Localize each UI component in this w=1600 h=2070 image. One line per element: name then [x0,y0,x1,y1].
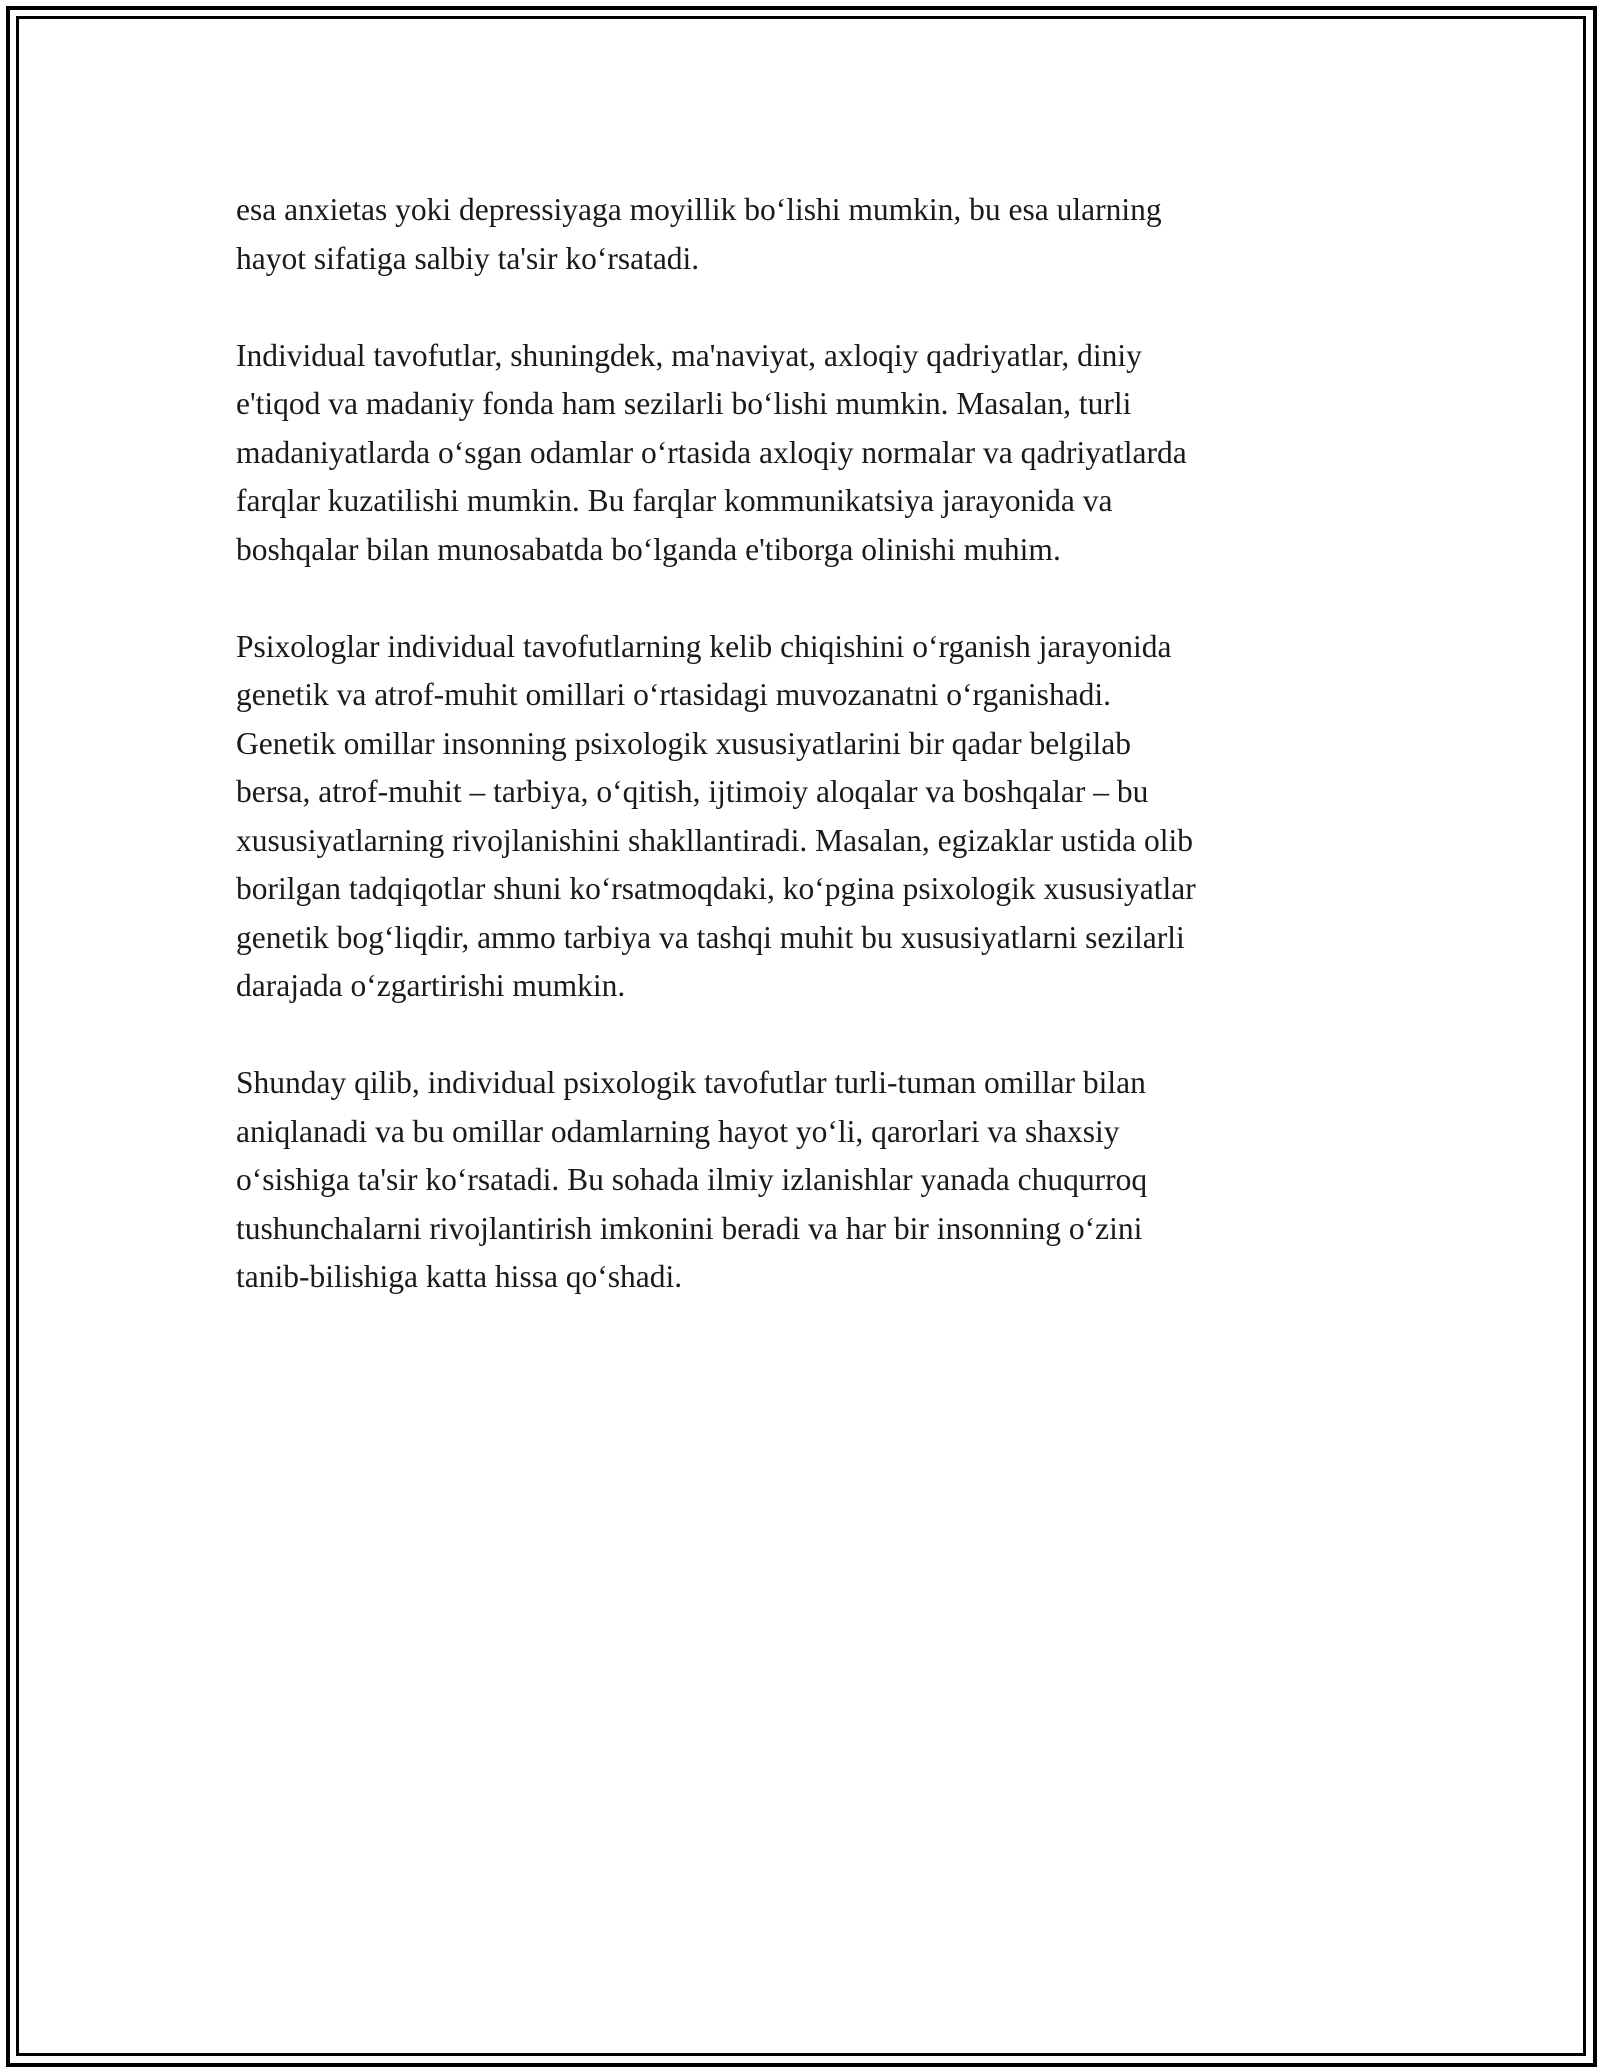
text-line: esa anxietas yoki depressiyaga moyillik bo‘lishi mumkin, bu esa ularning [236,192,1162,227]
text-line: Individual tavofutlar, shuningdek, ma'naviyat, axloqiy qadriyatlar, diniy [236,337,1142,373]
text-line: xususiyatlarning rivojlanishini shakllantiradi. Masalan, egizaklar ustida olib [236,822,1194,858]
text-line: tushunchalarni rivojlantirish imkonini beradi va har bir insonning o‘zini [236,1210,1143,1246]
document-body [236,186,1366,1350]
text-line: darajada o‘zgartirishi mumkin. [236,968,626,1003]
text-line: bersa, atrof-muhit – tarbiya, o‘qitish, ijtimoiy aloqalar va boshqalar – bu [236,774,1149,809]
text-line: madaniyatlarda o‘sgan odamlar o‘rtasida axloqiy normalar va qadriyatlarda [236,434,1187,470]
text-line: Genetik omillar insonning psixologik xususiyatlarini bir qadar belgilab [236,725,1131,761]
text-line: tanib-bilishiga katta hissa qo‘shadi. [236,1259,683,1294]
text-line: boshqalar bilan munosabatda bo‘lganda e'tiborga olinishi muhim. [236,531,1061,567]
text-line: genetik va atrof-muhit omillari o‘rtasidagi muvozanatni o‘rganishadi. [236,677,1112,712]
text-line: farqlar kuzatilishi mumkin. Bu farqlar kommunikatsiya jarayonida va [236,483,1113,518]
text-line: genetik bog‘liqdir, ammo tarbiya va tashqi muhit bu xususiyatlarni sezilarli [236,919,1185,955]
text-line: o‘sishiga ta'sir ko‘rsatadi. Bu sohada ilmiy izlanishlar yanada chuqurroq [236,1162,1148,1197]
paragraph-3 [236,623,1366,1011]
paragraph-1 [236,186,1366,283]
text-line: aniqlanadi va bu omillar odamlarning hayot yo‘li, qarorlari va shaxsiy [236,1113,1120,1149]
text-line: Shunday qilib, individual psixologik tavofutlar turli-tuman omillar bilan [236,1065,1146,1100]
text-line: e'tiqod va madaniy fonda ham sezilarli bo‘lishi mumkin. Masalan, turli [236,386,1132,421]
paragraph-4 [236,1059,1366,1302]
paragraph-2 [236,332,1366,575]
text-line: borilgan tadqiqotlar shuni ko‘rsatmoqdaki, ko‘pgina psixologik xususiyatlar [236,871,1196,906]
text-line: hayot sifatiga salbiy ta'sir ko‘rsatadi. [236,240,700,276]
text-line: Psixologlar individual tavofutlarning kelib chiqishini o‘rganish jarayonida [236,628,1172,664]
